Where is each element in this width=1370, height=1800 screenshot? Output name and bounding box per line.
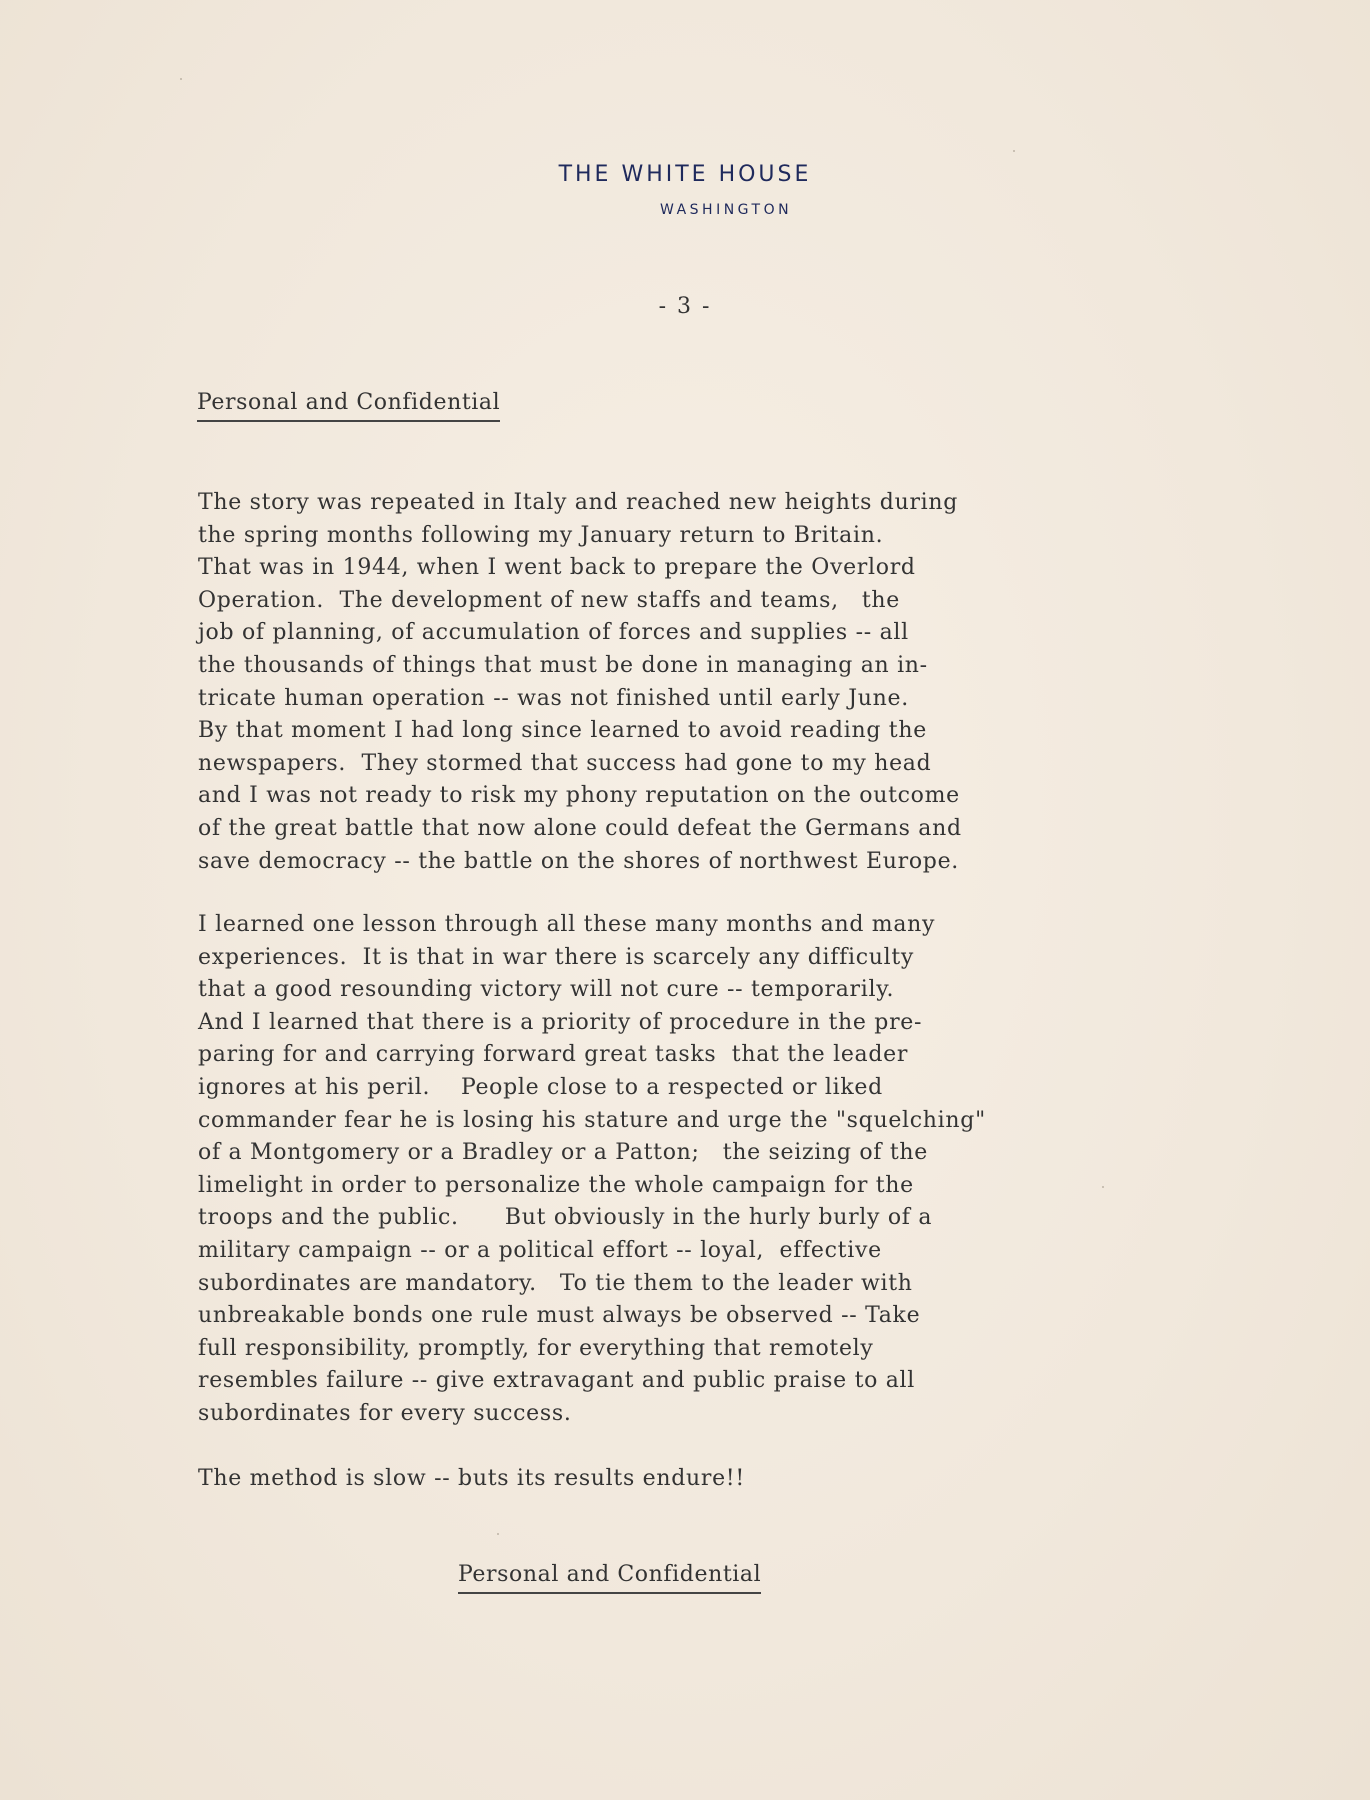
paragraph-3	[198, 1463, 1178, 1496]
paragraph-1	[198, 487, 1178, 878]
paragraph-line: subordinates are mandatory. To tie them to the leader with	[198, 1270, 913, 1296]
paragraph-line: resembles failure -- give extravagant and public praise to all	[198, 1368, 916, 1394]
paragraph-2	[198, 909, 1178, 1431]
paper-speck	[180, 78, 182, 80]
paragraph-line: subordinates for every success.	[198, 1400, 572, 1426]
paragraph-line: ignores at his peril. People close to a respected or liked	[198, 1074, 883, 1100]
letterhead-title: THE WHITE HOUSE	[558, 162, 812, 187]
paragraph-line: military campaign -- or a political effort -- loyal, effective	[198, 1237, 882, 1263]
paragraph-line: limelight in order to personalize the whole campaign for the	[198, 1172, 914, 1198]
paragraph-line: commander fear he is losing his stature and urge the "squelching"	[198, 1107, 986, 1133]
paragraph-line: By that moment I had long since learned to avoid reading the	[198, 718, 927, 744]
paper-speck	[1102, 1186, 1104, 1188]
paragraph-line: newspapers. They stormed that success had gone to my head	[198, 750, 932, 776]
paragraph-line: job of planning, of accumulation of forces and supplies -- all	[198, 620, 909, 646]
paragraph-line: save democracy -- the battle on the shores of northwest Europe.	[198, 848, 960, 874]
paragraph-line: And I learned that there is a priority of procedure in the pre-	[198, 1009, 923, 1035]
paragraph-line: unbreakable bonds one rule must always be observed -- Take	[198, 1303, 921, 1329]
paragraph-line: Operation. The development of new staffs and teams, the	[198, 587, 900, 613]
paragraph-line: The method is slow -- buts its results endure!!	[198, 1466, 745, 1491]
paragraph-line: troops and the public. But obviously in the hurly burly of a	[198, 1205, 933, 1231]
paragraph-line: and I was not ready to risk my phony reputation on the outcome	[198, 783, 960, 809]
confidential-label-bottom: Personal and Confidential	[458, 1562, 761, 1594]
paragraph-line: the thousands of things that must be done in managing an in-	[198, 652, 928, 678]
letterhead-subtitle: WASHINGTON	[660, 202, 793, 218]
paragraph-line: the spring months following my January return to Britain.	[198, 522, 884, 548]
paragraph-line: that a good resounding victory will not cure -- temporarily.	[198, 977, 895, 1003]
page-number: - 3 -	[658, 294, 712, 319]
paper-speck	[1013, 150, 1015, 152]
paper-speck	[497, 1533, 499, 1535]
paragraph-line: That was in 1944, when I went back to prepare the Overlord	[198, 555, 916, 581]
paragraph-line: paring for and carrying forward great tasks that the leader	[198, 1042, 909, 1068]
paragraph-line: of a Montgomery or a Bradley or a Patton; the seizing of the	[198, 1140, 928, 1166]
paragraph-line: I learned one lesson through all these many months and many	[198, 912, 936, 937]
confidential-label-top: Personal and Confidential	[197, 390, 500, 422]
paragraph-line: The story was repeated in Italy and reached new heights during	[198, 490, 959, 515]
paragraph-line: experiences. It is that in war there is scarcely any difficulty	[198, 944, 915, 970]
paragraph-line: full responsibility, promptly, for everything that remotely	[198, 1335, 874, 1361]
paragraph-line: of the great battle that now alone could defeat the Germans and	[198, 815, 962, 841]
paragraph-line: tricate human operation -- was not finished until early June.	[198, 685, 909, 711]
